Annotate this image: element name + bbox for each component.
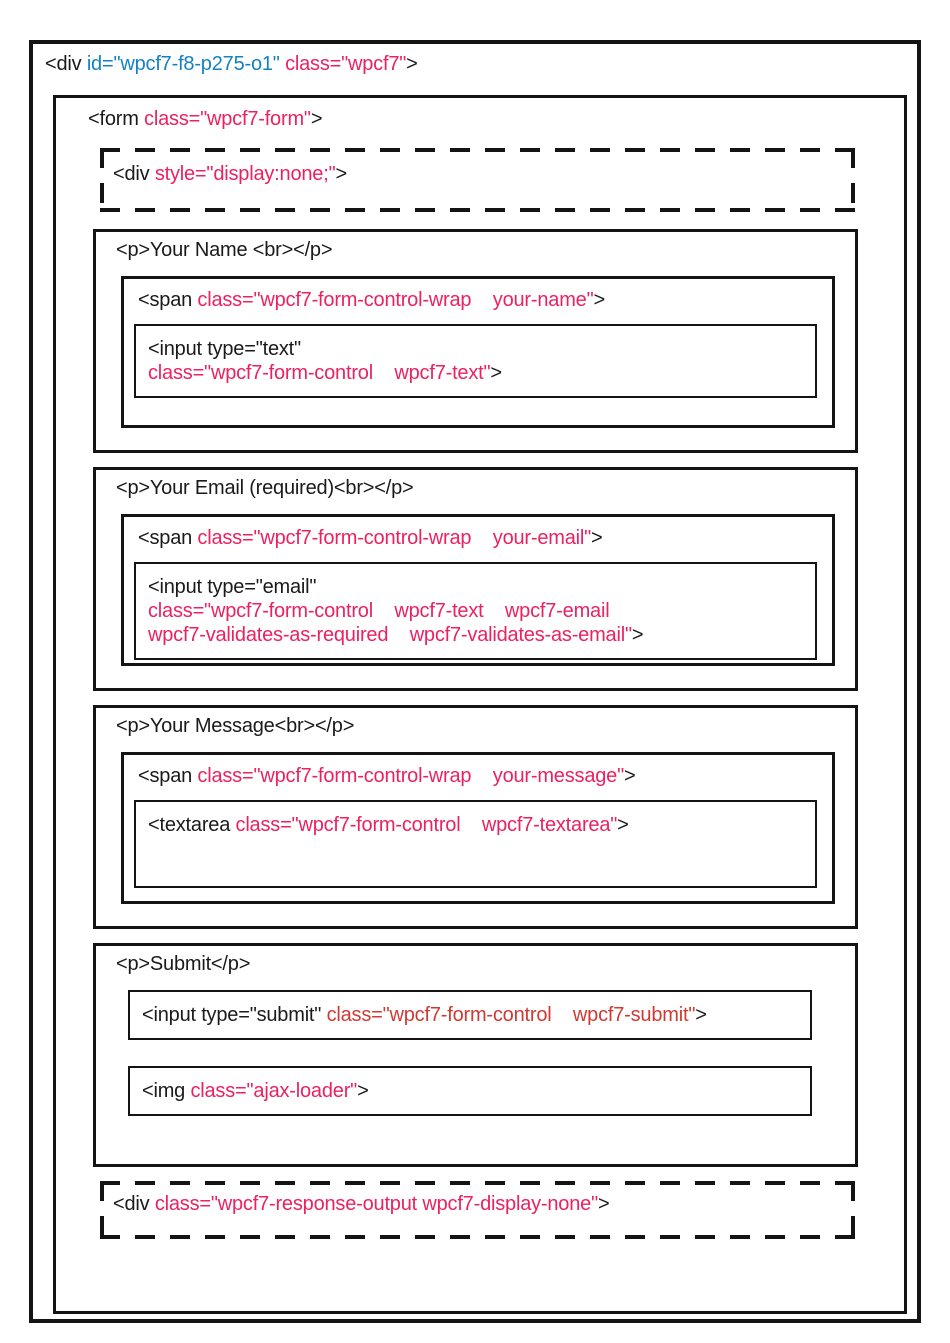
section-your-message xyxy=(93,705,858,929)
your-email-p-label: <p>Your Email (required)<br></p> xyxy=(116,477,414,499)
response-output-node xyxy=(100,1181,855,1239)
your-message-textarea-node xyxy=(134,800,817,888)
your-email-span-label: <span class="wpcf7-form-control-wrap your-email"> xyxy=(138,527,603,549)
section-submit xyxy=(93,943,858,1167)
submit-p-label: <p>Submit</p> xyxy=(116,953,251,975)
your-message-p-label: <p>Your Message<br></p> xyxy=(116,715,355,737)
your-message-span-label: <span class="wpcf7-form-control-wrap your-message"> xyxy=(138,765,636,787)
your-email-input-line2: class="wpcf7-form-control wpcf7-text wpcf7-email xyxy=(148,600,610,622)
your-message-textarea-label: <textarea class="wpcf7-form-control wpcf7-textarea"> xyxy=(148,814,629,836)
your-email-input-line1: <input type="email" xyxy=(148,576,317,598)
your-message-span-node xyxy=(121,752,835,904)
wpcf7-container-node xyxy=(29,40,921,1323)
your-name-input-line1: <input type="text" xyxy=(148,338,301,360)
your-name-input-line2: class="wpcf7-form-control wpcf7-text"> xyxy=(148,362,502,384)
your-name-input-node xyxy=(134,324,817,398)
your-name-span-node xyxy=(121,276,835,428)
submit-input-node xyxy=(128,990,812,1040)
your-email-input-line3: wpcf7-validates-as-required wpcf7-validates-as-email"> xyxy=(148,624,644,646)
section-your-name xyxy=(93,229,858,453)
wpcf7-form-node xyxy=(53,95,907,1314)
your-name-span-label: <span class="wpcf7-form-control-wrap your-name"> xyxy=(138,289,605,311)
ajax-loader-img-label: <img class="ajax-loader"> xyxy=(142,1080,369,1102)
wpcf7-container-code-label: <div id="wpcf7-f8-p275-o1" class="wpcf7"> xyxy=(45,53,418,75)
form-code-label: <form class="wpcf7-form"> xyxy=(88,108,323,130)
response-output-code-label: <div class="wpcf7-response-output wpcf7-display-none"> xyxy=(113,1193,610,1215)
your-name-p-label: <p>Your Name <br></p> xyxy=(116,239,333,261)
your-email-input-node xyxy=(134,562,817,660)
section-your-email xyxy=(93,467,858,691)
hidden-div-code-label: <div style="display:none;"> xyxy=(113,163,347,185)
your-email-span-node xyxy=(121,514,835,666)
ajax-loader-img-node xyxy=(128,1066,812,1116)
submit-input-label: <input type="submit" class="wpcf7-form-control wpcf7-submit"> xyxy=(142,1004,707,1026)
hidden-div-node xyxy=(100,148,855,212)
